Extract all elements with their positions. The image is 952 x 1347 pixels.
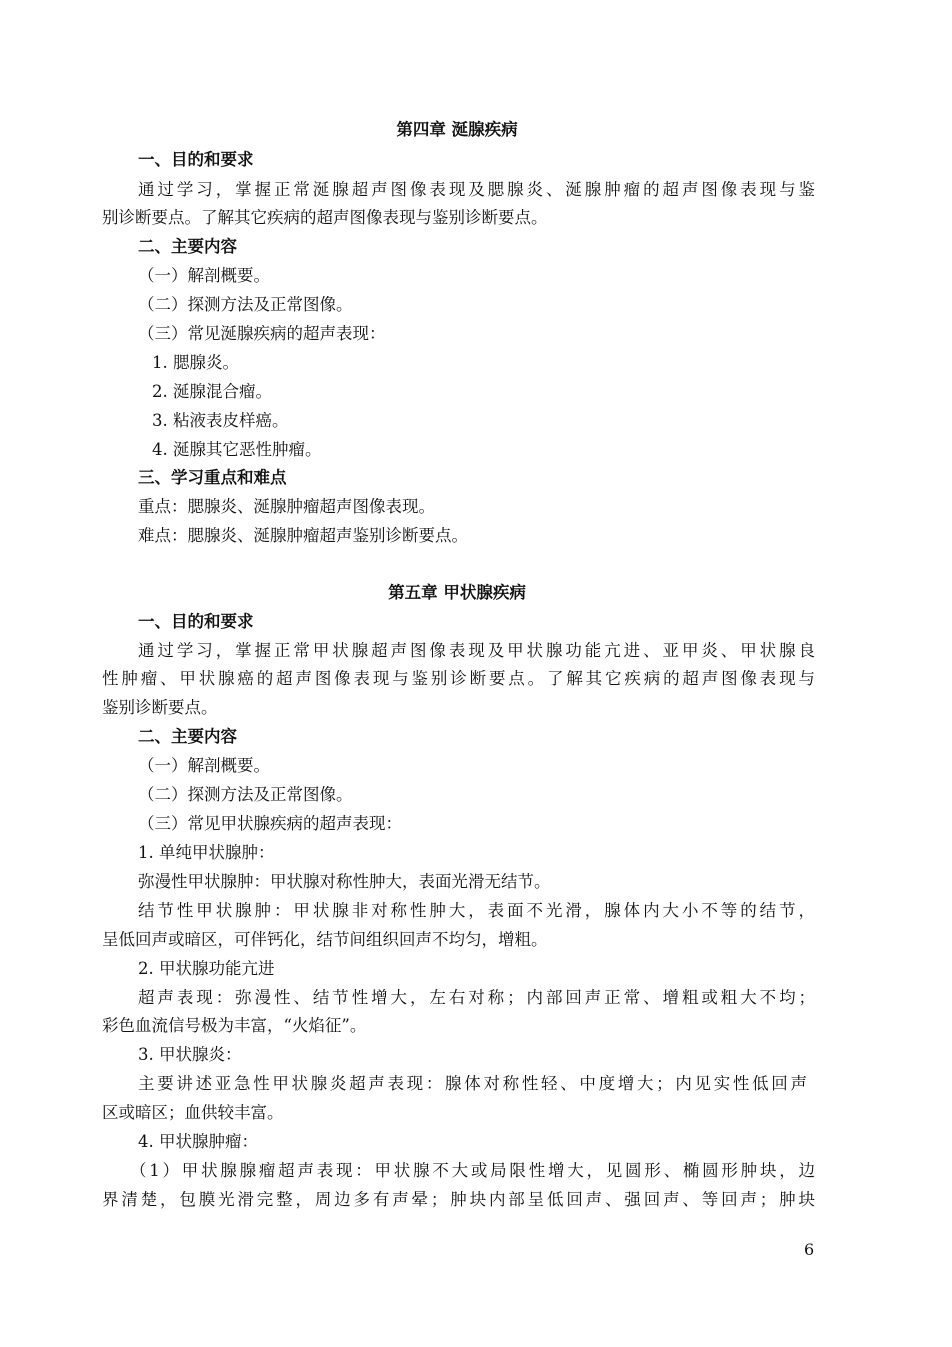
ch4-difficult-point: 难点：腮腺炎、涎腺肿瘤超声鉴别诊断要点。 bbox=[138, 526, 468, 545]
ch4-list-item: （二）探测方法及正常图像。 bbox=[138, 295, 353, 314]
ch5-numbered-item: 4. 甲状腺肿瘤： bbox=[138, 1132, 258, 1151]
ch4-section-1-heading: 一、目的和要求 bbox=[138, 150, 254, 169]
ch5-description: 超声表现：弥漫性、结节性增大，左右对称；内部回声正常、增粗或粗大不均； bbox=[138, 988, 815, 1007]
ch5-section-2-heading: 二、主要内容 bbox=[138, 727, 237, 746]
ch5-list-item: （一）解剖概要。 bbox=[138, 756, 270, 775]
page-number: 6 bbox=[804, 1240, 815, 1259]
ch5-numbered-item: 3. 甲状腺炎： bbox=[138, 1045, 242, 1064]
ch5-paragraph-line: 性肿瘤、甲状腺癌的超声图像表现与鉴别诊断要点。了解其它疾病的超声图像表现与 bbox=[102, 669, 815, 688]
ch5-description: 主要讲述亚急性甲状腺炎超声表现：腺体对称性轻、中度增大；内见实性低回声 bbox=[138, 1074, 807, 1093]
ch4-numbered-item: 2. 涎腺混合瘤。 bbox=[152, 382, 272, 401]
ch4-numbered-item: 3. 粘液表皮样癌。 bbox=[152, 411, 289, 430]
ch5-list-item: （三）常见甲状腺疾病的超声表现： bbox=[138, 814, 402, 833]
ch5-description: （1）甲状腺腺瘤超声表现：甲状腺不大或局限性增大，见圆形、椭圆形肿块，边 bbox=[130, 1161, 815, 1180]
ch5-description: 弥漫性甲状腺肿：甲状腺对称性肿大，表面光滑无结节。 bbox=[138, 872, 551, 891]
ch5-description: 彩色血流信号极为丰富，“火焰征”。 bbox=[102, 1016, 367, 1035]
ch5-description: 界清楚，包膜光滑完整，周边多有声晕；肿块内部呈低回声、强回声、等回声；肿块 bbox=[102, 1190, 815, 1209]
ch5-section-1-heading: 一、目的和要求 bbox=[138, 612, 254, 631]
ch4-section-3-heading: 三、学习重点和难点 bbox=[138, 468, 287, 487]
ch5-description: 结节性甲状腺肿：甲状腺非对称性肿大，表面不光滑，腺体内大小不等的结节， bbox=[138, 901, 815, 920]
ch4-section-2-heading: 二、主要内容 bbox=[138, 237, 237, 256]
ch5-description: 呈低回声或暗区，可伴钙化，结节间组织回声不均匀，增粗。 bbox=[102, 930, 548, 949]
ch5-paragraph-line: 通过学习，掌握正常甲状腺超声图像表现及甲状腺功能亢进、亚甲炎、甲状腺良 bbox=[138, 641, 815, 660]
ch5-numbered-item: 1. 单纯甲状腺肿： bbox=[138, 843, 275, 862]
ch4-list-item: （一）解剖概要。 bbox=[138, 266, 270, 285]
chapter-5-title: 第五章 甲状腺疾病 bbox=[388, 583, 526, 602]
ch5-paragraph-line: 鉴别诊断要点。 bbox=[102, 698, 218, 717]
chapter-4-title: 第四章 涎腺疾病 bbox=[396, 120, 518, 139]
ch4-paragraph-line: 别诊断要点。了解其它疾病的超声图像表现与鉴别诊断要点。 bbox=[102, 208, 548, 227]
ch4-list-item: （三）常见涎腺疾病的超声表现： bbox=[138, 324, 386, 343]
ch5-numbered-item: 2. 甲状腺功能亢进 bbox=[138, 959, 275, 978]
ch4-numbered-item: 1. 腮腺炎。 bbox=[152, 353, 239, 372]
ch5-description: 区或暗区；血供较丰富。 bbox=[102, 1103, 284, 1122]
ch4-numbered-item: 4. 涎腺其它恶性肿瘤。 bbox=[152, 440, 322, 459]
ch4-paragraph-line: 通过学习，掌握正常涎腺超声图像表现及腮腺炎、涎腺肿瘤的超声图像表现与鉴 bbox=[138, 180, 815, 199]
ch4-key-point: 重点：腮腺炎、涎腺肿瘤超声图像表现。 bbox=[138, 497, 435, 516]
ch5-list-item: （二）探测方法及正常图像。 bbox=[138, 785, 353, 804]
